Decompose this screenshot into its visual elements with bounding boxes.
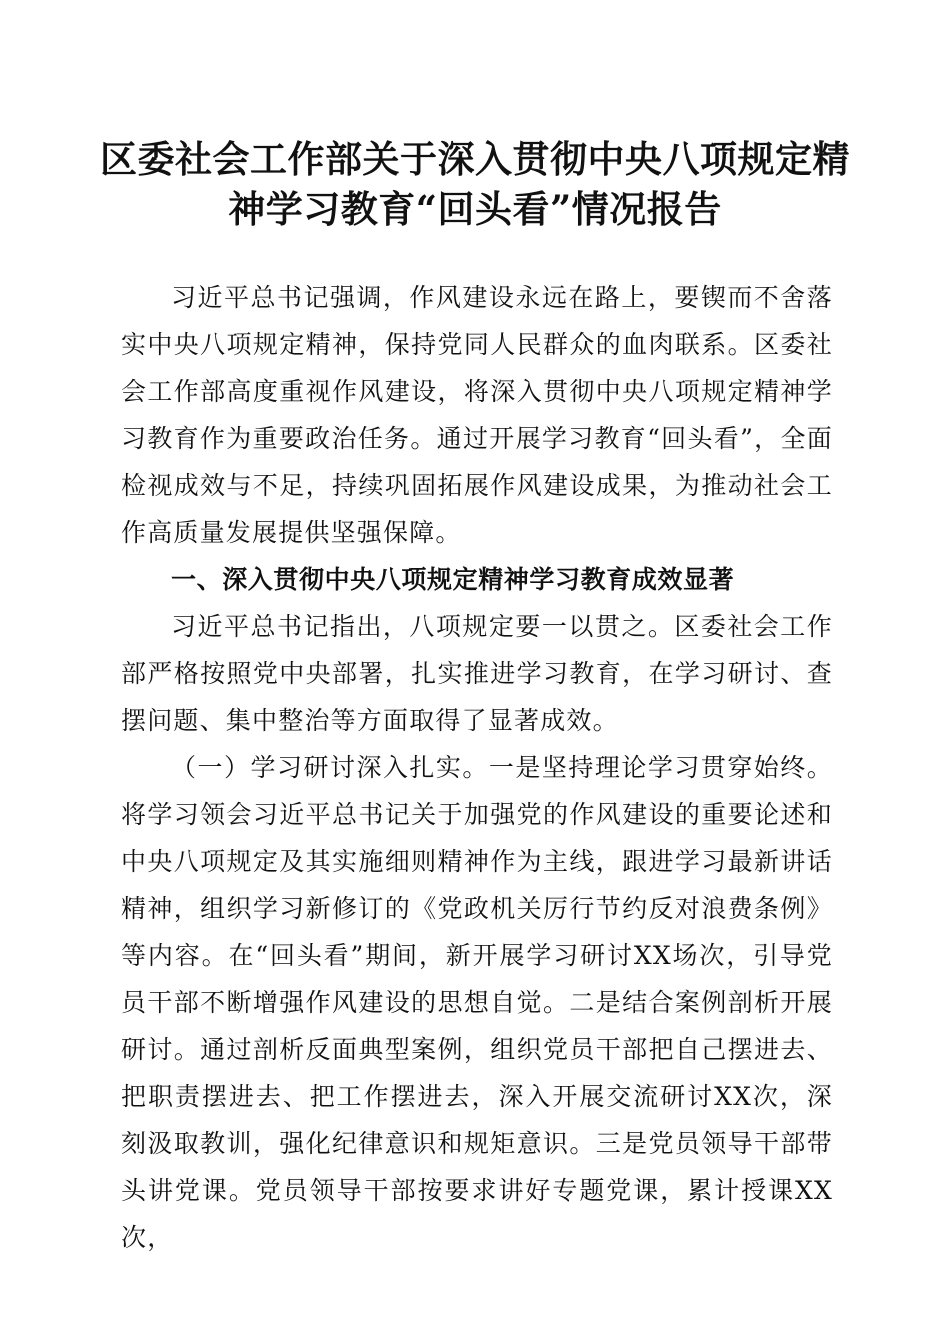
- section-heading: 一、深入贯彻中央八项规定精神学习教育成效显著: [171, 565, 735, 594]
- document-title: 区委社会工作部关于深入贯彻中央八项规定精神学习教育“回头看”情况报告: [100, 137, 850, 231]
- document-body: [121, 274, 833, 1261]
- subsection-paragraph: （一）学习研讨深入扎实。一是坚持理论学习贯穿始终。将学习领会习近平总书记关于加强党的作风建设的重要论述和中央八项规定及其实施细则精神作为主线，跟进学习最新讲话精神，组织学习新修订的《党政机关厉行节约反对浪费条例》等内容。在“回头看”期间，新开展学习研讨XX场次，引导党员干部不断增强作风建设的思想自觉。二是结合案例剖析开展研讨。通过剖析反面典型案例，组织党员干部把自己摆进去、把职责摆进去、把工作摆进去，深入开展交流研讨XX次，深刻汲取教训，强化纪律意识和规矩意识。三是党员领导干部带头讲党课。党员领导干部按要求讲好专题党课，累计授课XX次，: [121, 753, 833, 1252]
- section-intro-paragraph: 习近平总书记指出，八项规定要一以贯之。区委社会工作部严格按照党中央部署，扎实推进学习教育，在学习研讨、查摆问题、集中整治等方面取得了显著成效。: [121, 612, 833, 735]
- intro-paragraph: 习近平总书记强调，作风建设永远在路上，要锲而不舍落实中央八项规定精神，保持党同人民群众的血肉联系。区委社会工作部高度重视作风建设，将深入贯彻中央八项规定精神学习教育作为重要政治任务。通过开展学习教育“回头看”，全面检视成效与不足，持续巩固拓展作风建设成果，为推动社会工作高质量发展提供坚强保障。: [121, 283, 833, 547]
